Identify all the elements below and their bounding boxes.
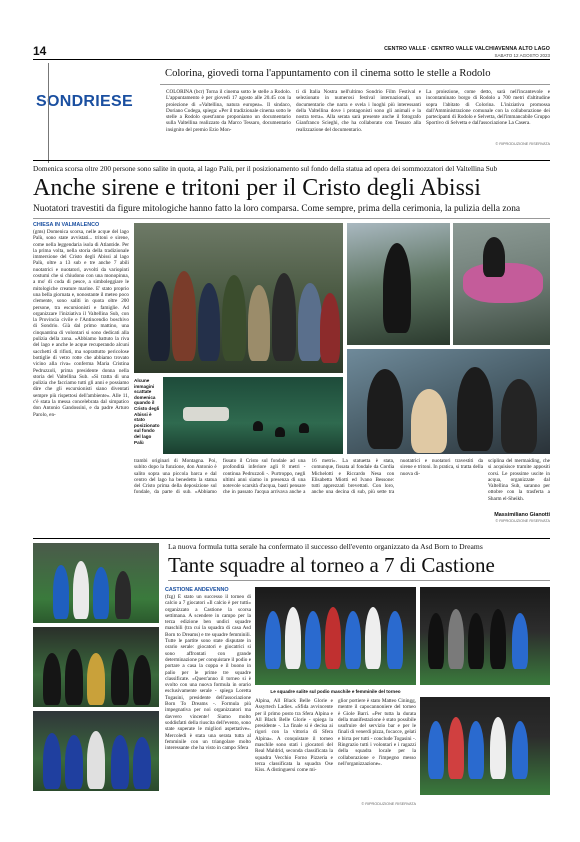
header-rule <box>33 59 550 60</box>
photo-divers-selfie <box>347 349 550 454</box>
article3-caption: Le squadre salite sul podio maschile e femminile del torneo <box>270 689 401 694</box>
article2-overline: Domenica scorsa oltre 200 persone sono salite in quota, al lago Palù, per il posizionamento sul fondo della statua ad opera dei sommozzatori del Valtellina Sub <box>33 164 498 173</box>
article2-credit: © RIPRODUZIONE RISERVATA <box>495 519 550 523</box>
photo-mermaid-2 <box>453 223 550 345</box>
article1-col1: COLORINA (bcr) Torna il cinema sotto le stelle a Rodolo. L'appuntamento è per giovedì 17 agosto alle 20.45 con la proiezione di «Valtellina, natura europea». Il sindaco, Doriano Codega, spiega: «Per il tradizionale cinema sotto le stelle a Rodolo quest'anno proponiamo un documentario sulla Valtellina realizzato da Marco Tessaro, documentario insignito del premio Ezio Mon- <box>166 89 291 133</box>
article2-rule <box>33 218 550 219</box>
article2-col3: sciplina del mermaiding, che si acquisisce tramite appositi corsi. Le prossime uscite in acqua, organizzate dal Valtellina Sub, saranno per ottobre con la trasferta a Sharm el-Sheikh. <box>488 458 550 502</box>
photo-podium-men <box>255 587 416 685</box>
article1-credit: © RIPRODUZIONE RISERVATA <box>495 142 550 146</box>
issue-date: SABATO 12 AGOSTO 2023 <box>494 53 550 58</box>
article1-rule <box>160 84 550 85</box>
photo-mermaid-1 <box>347 223 450 345</box>
photo-podium-men-2 <box>420 587 550 685</box>
article3-credit: © RIPRODUZIONE RISERVATA <box>361 802 416 806</box>
sidebar-vertical-rule <box>48 63 49 163</box>
article1-col3: La proiezione, come detto, sarà nell'incantevole e incontaminato borgo di Rodolo a 700 metri d'altitudine sopra l'abitato di Colorina. L'iniziativa promossa dall'Amministrazione comunale con la collaborazione dei partecipanti di Rodolo e Selvetta, dell'immancabile Gruppo Sportivo di Selvetta e dall'associazione La Casera. <box>426 89 550 127</box>
section-name: CENTRO VALLE · CENTRO VALLE VALCHIAVENNA ALTO LAGO <box>384 46 550 52</box>
article2-subtitle: Nuotatori travestiti da figure mitologiche hanno fatto la loro comparsa. Come sempre, prima della cerimonia, la pulizia della zona <box>33 204 521 214</box>
article3-title: Tante squadre al torneo a 7 di Castione <box>168 553 495 577</box>
article2-col2: trambi originari di Montagna. Poi, subito dopo la funzione, don Antonio è salito sopra una piccola barca e dal centro del lago ha benedetto la statua del Cristo prima della deposizione sul fondale, da parte di sub. «Abbiamo fissato il Cristo sul fondale ad una profondità inferiore agli 8 metri - continua Pedruzzoli -. Purtroppo, negli ultimi anni siamo in presenza di una notevole scarsità d'acqua, basti pensare che in passato l'acqua arrivava anche a 16 metri». La statuetta è stata, comunque, fissata al fondale da Cordia Michelotti e Riccardo Nesa con Elisabetta Miotti ed Ivano Bessone: tutti apprezzati brevettati. Con loro, anche una decina di sub, più sette tra nuotatrici e nuotatori travestiti da sirene e tritoni. In pratica, si tratta della nuova di- <box>134 458 483 496</box>
divider-1 <box>33 160 550 161</box>
photo-team-kids <box>33 543 159 623</box>
page-number: 14 <box>33 44 47 58</box>
article1-col2: ti di Italia Nostra nell'ultimo Sondrio Film Festival e selezionato in numerosi festival internazionali, un documentario che narra e svela i luoghi più interessanti della Valtellina dove i protagonisti sono gli animali e la nostra terra». Alla serata sarà presente anche il fotografo Gianfranco Scieghi, che ha collaborato con Tessaro alla realizzazione del documentario. <box>296 89 421 133</box>
article2-author: Massimiliano Gianotti <box>494 512 550 518</box>
article2-title: Anche sirene e tritoni per il Cristo degli Abissi <box>33 175 481 201</box>
article2-caption: Alcune immagini scattate domenica quando il Cristo degli Abissi è stato posizionato sul fondo del lago Palù <box>134 378 160 445</box>
photo-divers-boat <box>163 377 343 454</box>
article3-col1: (fzg) È stato un successo il torneo di calcio a 7 giocatori «Il calcio è per tutti» organizzato a Castione la scorsa settimana. A scendere in campo per la terza edizione ben undici squadre maschili (tra cui la squadra di casa Asd Born to Dreams) e tre squadre femminili. Tutte le partite sono state disputate in orario serale: giocatori e giocatrici si sono affrontati con grande determinazione per conquistare il podio e portare a casa la coppa e il buono in palio per le prime tre squadre classificate. «Quest'anno il torneo si è svolto con una nuova formula in orario esclusivamente serale - spiega Loretta Togasini, presidente dell'associazione Born To Dreams -. Formula più impegnativa per noi organizzatori ma davvero vincente! Siamo molto soddisfatti della riuscita dell'evento, sono state superate le migliori aspettative». Mercoledì è stata una serata tutta al femminile con un triangolare molto interessante che ha visto in campo Sfera <box>165 594 251 752</box>
article1-title: Colorina, giovedì torna l'appuntamento con il cinema sotto le stelle a Rodolo <box>165 68 491 79</box>
article2-kicker: CHIESA IN VALMALENCO <box>33 222 100 228</box>
article3-kicker: CASTIONE ANDEVENNO <box>165 587 229 593</box>
photo-team-women-1 <box>33 627 159 707</box>
photo-team-women-2 <box>33 711 159 791</box>
article3-col3: glior portiere è stato Matteo Ciningg, mentre il capocannoniere del torneo è Giole Barri. «Per tutta la durata della manifestazione è stato possibile usufruire del servizio bar e per le finali di venerdì pizza, focacce, gelati e birra per tutti - conclude Togasini -. Ringrazio tutti i volontari e i ragazzi della squadra locale per la collaborazione e l'impegno messo nell'organizzazione». <box>338 698 416 767</box>
article3-overline: La nuova formula tutta serale ha confermato il successo dell'evento organizzato da Asd Born to Dreams <box>168 542 483 551</box>
article2-col1: (gms) Domenica scorsa, nelle acque del lago Palù, sono state avvistati... tritoni e sirene, come nella leggendaria isola di Atlantide. Per la prima volta, nella storia della tradizionale immersione del Cristo degli Abissi al lago Palù, oltre a 13 sub e tre anche 7 abili nuotatrici e nuotatori, avvolti da variopinti costumi che si chiudono con una monopinna, a mo' di coda di pesce, a simboleggiare le mitologiche creature marine. E' stato proprio una bella giornata e, nonostante il meteo poco clemente, sono saliti in quota oltre 200 persone, tra escursionisti e famiglie. Ad organizzare l'iniziativa il Valtellina Sub, con la Provincia civile e l'Antincendio boschivo di Sondrio. Già dal primo mattino, una cinquantina di volontari si sono dedicati alla pulizia della zona. «Abbiamo battuto la riva del lago e anche le acque recuperando alcuni sacchetti di rifiuti, ma soprattutto pericolose bottiglie di vetro rotte che abbiamo trovato vicino alla riva» conferma Maria Cristina Pedruzzoli, prima presidente donna nella storia del Valtellina Sub. «Si tratta di una pulizia che facciamo tutti gli anni e possiamo dire che gli escursionisti siano diventati sempre più rispettosi dell'ambiente». Alle 11, c'è stata la messa concelebrata dal simpatico don Antonio Gandossini, e da padre Arturo Parolo, en- <box>33 229 129 418</box>
photo-group-lake <box>134 223 343 373</box>
photo-podium-women <box>420 697 550 795</box>
divider-2 <box>33 538 550 539</box>
article3-col2: Alpina, All Black Belle Glorie e Assyrtech Ladies. «Sfida avvincente per il primo posto tra Sfera Alpina e All Black Belle Glorie - spiega la presidente -. La finale si è decisa ai rigori con la vittoria di Sfera Alpina». A conquistare il torneo maschile sono stati i giocatori del Real Maldrid, seconda classificata la squadra Vecchio Forno Pizzeria e terza classificata la squadra Ose Kiss. A distinguersi come mi- <box>255 698 333 774</box>
section-sidebar: SONDRIESE <box>36 93 133 110</box>
article3-rule <box>168 580 550 581</box>
